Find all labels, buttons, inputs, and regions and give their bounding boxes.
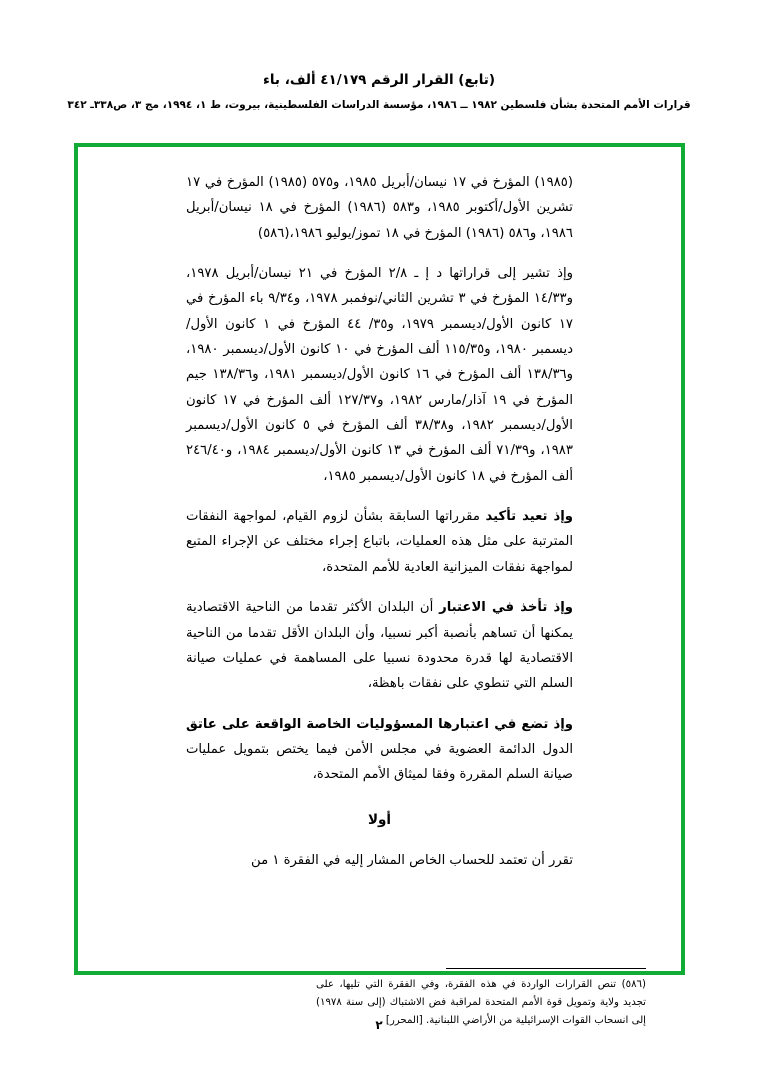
document-body (74, 170, 685, 970)
paragraph-5 (186, 712, 573, 788)
paragraph-2: وإذ تشير إلى قراراتها د إ ـ ٢/٨ المؤرخ في ٢١ نيسان/أبريل ١٩٧٨، و١٤/٣٣ المؤرخ في ٣ تشرين الثاني/نوفمبر ١٩٧٨، و٩/٣٤ باء المؤرخ في ١٧ كانون الأول/ديسمبر ١٩٧٩، و٣٥/ ٤٤ المؤرخ في ١ كانون الأول/ديسمبر ١٩٨٠، و١١٥/٣٥ ألف المؤرخ في ١٠ كانون الأول/ديسمبر ١٩٨٠، و١٣٨/٣٦ ألف المؤرخ في ١٦ كانون الأول/ديسمبر ١٩٨١، و١٣٨/٣٦ جيم المؤرخ في ١٩ آذار/مارس ١٩٨٢، و١٢٧/٣٧ ألف المؤرخ في ١٧ كانون الأول/ديسمبر ١٩٨٢، و٣٨/٣٨ ألف المؤرخ في ٥ كانون الأول/ديسمبر ١٩٨٣، و٧١/٣٩ ألف المؤرخ في ١٣ كانون الأول/ديسمبر ١٩٨٤، و٢٤٦/٤٠ ألف المؤرخ في ١٨ كانون الأول/ديسمبر ١٩٨٥، (186, 266, 574, 484)
paragraph-3-rest: مقرراتها السابقة بشأن لزوم القيام، لمواجهة النفقات المترتبة على مثل هذه العمليات، باتباع إجراء مختلف عن الإجراء المتبع لمواجهة نفقات الميزانية العادية للأمم المتحدة، (186, 509, 573, 575)
paragraph-1: (١٩٨٥) المؤرخ في ١٧ نيسان/أبريل ١٩٨٥، و٥٧٥ (١٩٨٥) المؤرخ في ١٧ تشرين الأول/أكتوبر ١٩٨٥، و٥٨٣ (١٩٨٦) المؤرخ في ١٨ نيسان/أبريل ١٩٨٦، و٥٨٦ (١٩٨٦) المؤرخ في ١٨ تموز/يوليو ١٩٨٦،(٥٨٦) (186, 175, 573, 241)
paragraph-4-lead: وإذ تأخذ في الاعتبار (439, 600, 573, 616)
document-source-line: قرارات الأمم المتحدة بشأن فلسطين ١٩٨٢ ــ ١٩٨٦، مؤسسة الدراسات الفلسطينية، بيروت، ط ١، ١٩٩٤، مج ٣، ص٣٣٨ـ ٣٤٢ (67, 99, 691, 111)
document-title: (تابع) القرار الرقم ٤١/١٧٩ ألف، باء (262, 72, 496, 88)
page-number: ٢ (375, 1018, 383, 1032)
footnote-separator (446, 968, 646, 969)
paragraph-4-rest: أن البلدان الأكثر تقدما من الناحية الاقتصادية يمكنها أن تساهم بأنصبة أكبر نسبيا، وأن البلدان الأقل تقدما من الناحية الاقتصادية لها قدرة محدودة نسبيا على المساهمة في عمليات صيانة السلم التي تنطوي على نفقات باهظة، (186, 600, 573, 692)
closing-paragraph: تقرر أن تعتمد للحساب الخاص المشار إليه في الفقرة ١ من (251, 853, 573, 869)
paragraph-3-lead: وإذ تعيد تأكيد (485, 509, 573, 525)
footnote-text: (٥٨٦) تنص القرارات الواردة في هذه الفقرة، وفي الفقرة التي تليها، على تجديد ولاية وتمويل قوة الأمم المتحدة لمراقبة فض الاشتباك (إلى سنة ١٩٧٨) إلى انسحاب القوات الإسرائيلية من الأراضي اللبنانية. [المحرر] (316, 979, 646, 1027)
paragraph-3 (186, 504, 573, 580)
page-header (0, 72, 758, 111)
paragraph-4 (186, 595, 573, 696)
paragraph-5-lead: وإذ تضع في اعتبارها المسؤوليات الخاصة الواقعة على عاتق (186, 716, 573, 732)
paragraph-5-rest: الدول الدائمة العضوية في مجلس الأمن فيما يختص بتمويل عمليات صيانة السلم المقررة وفقا لميثاق الأمم المتحدة، (186, 741, 573, 783)
section-heading: أولا (367, 811, 392, 828)
